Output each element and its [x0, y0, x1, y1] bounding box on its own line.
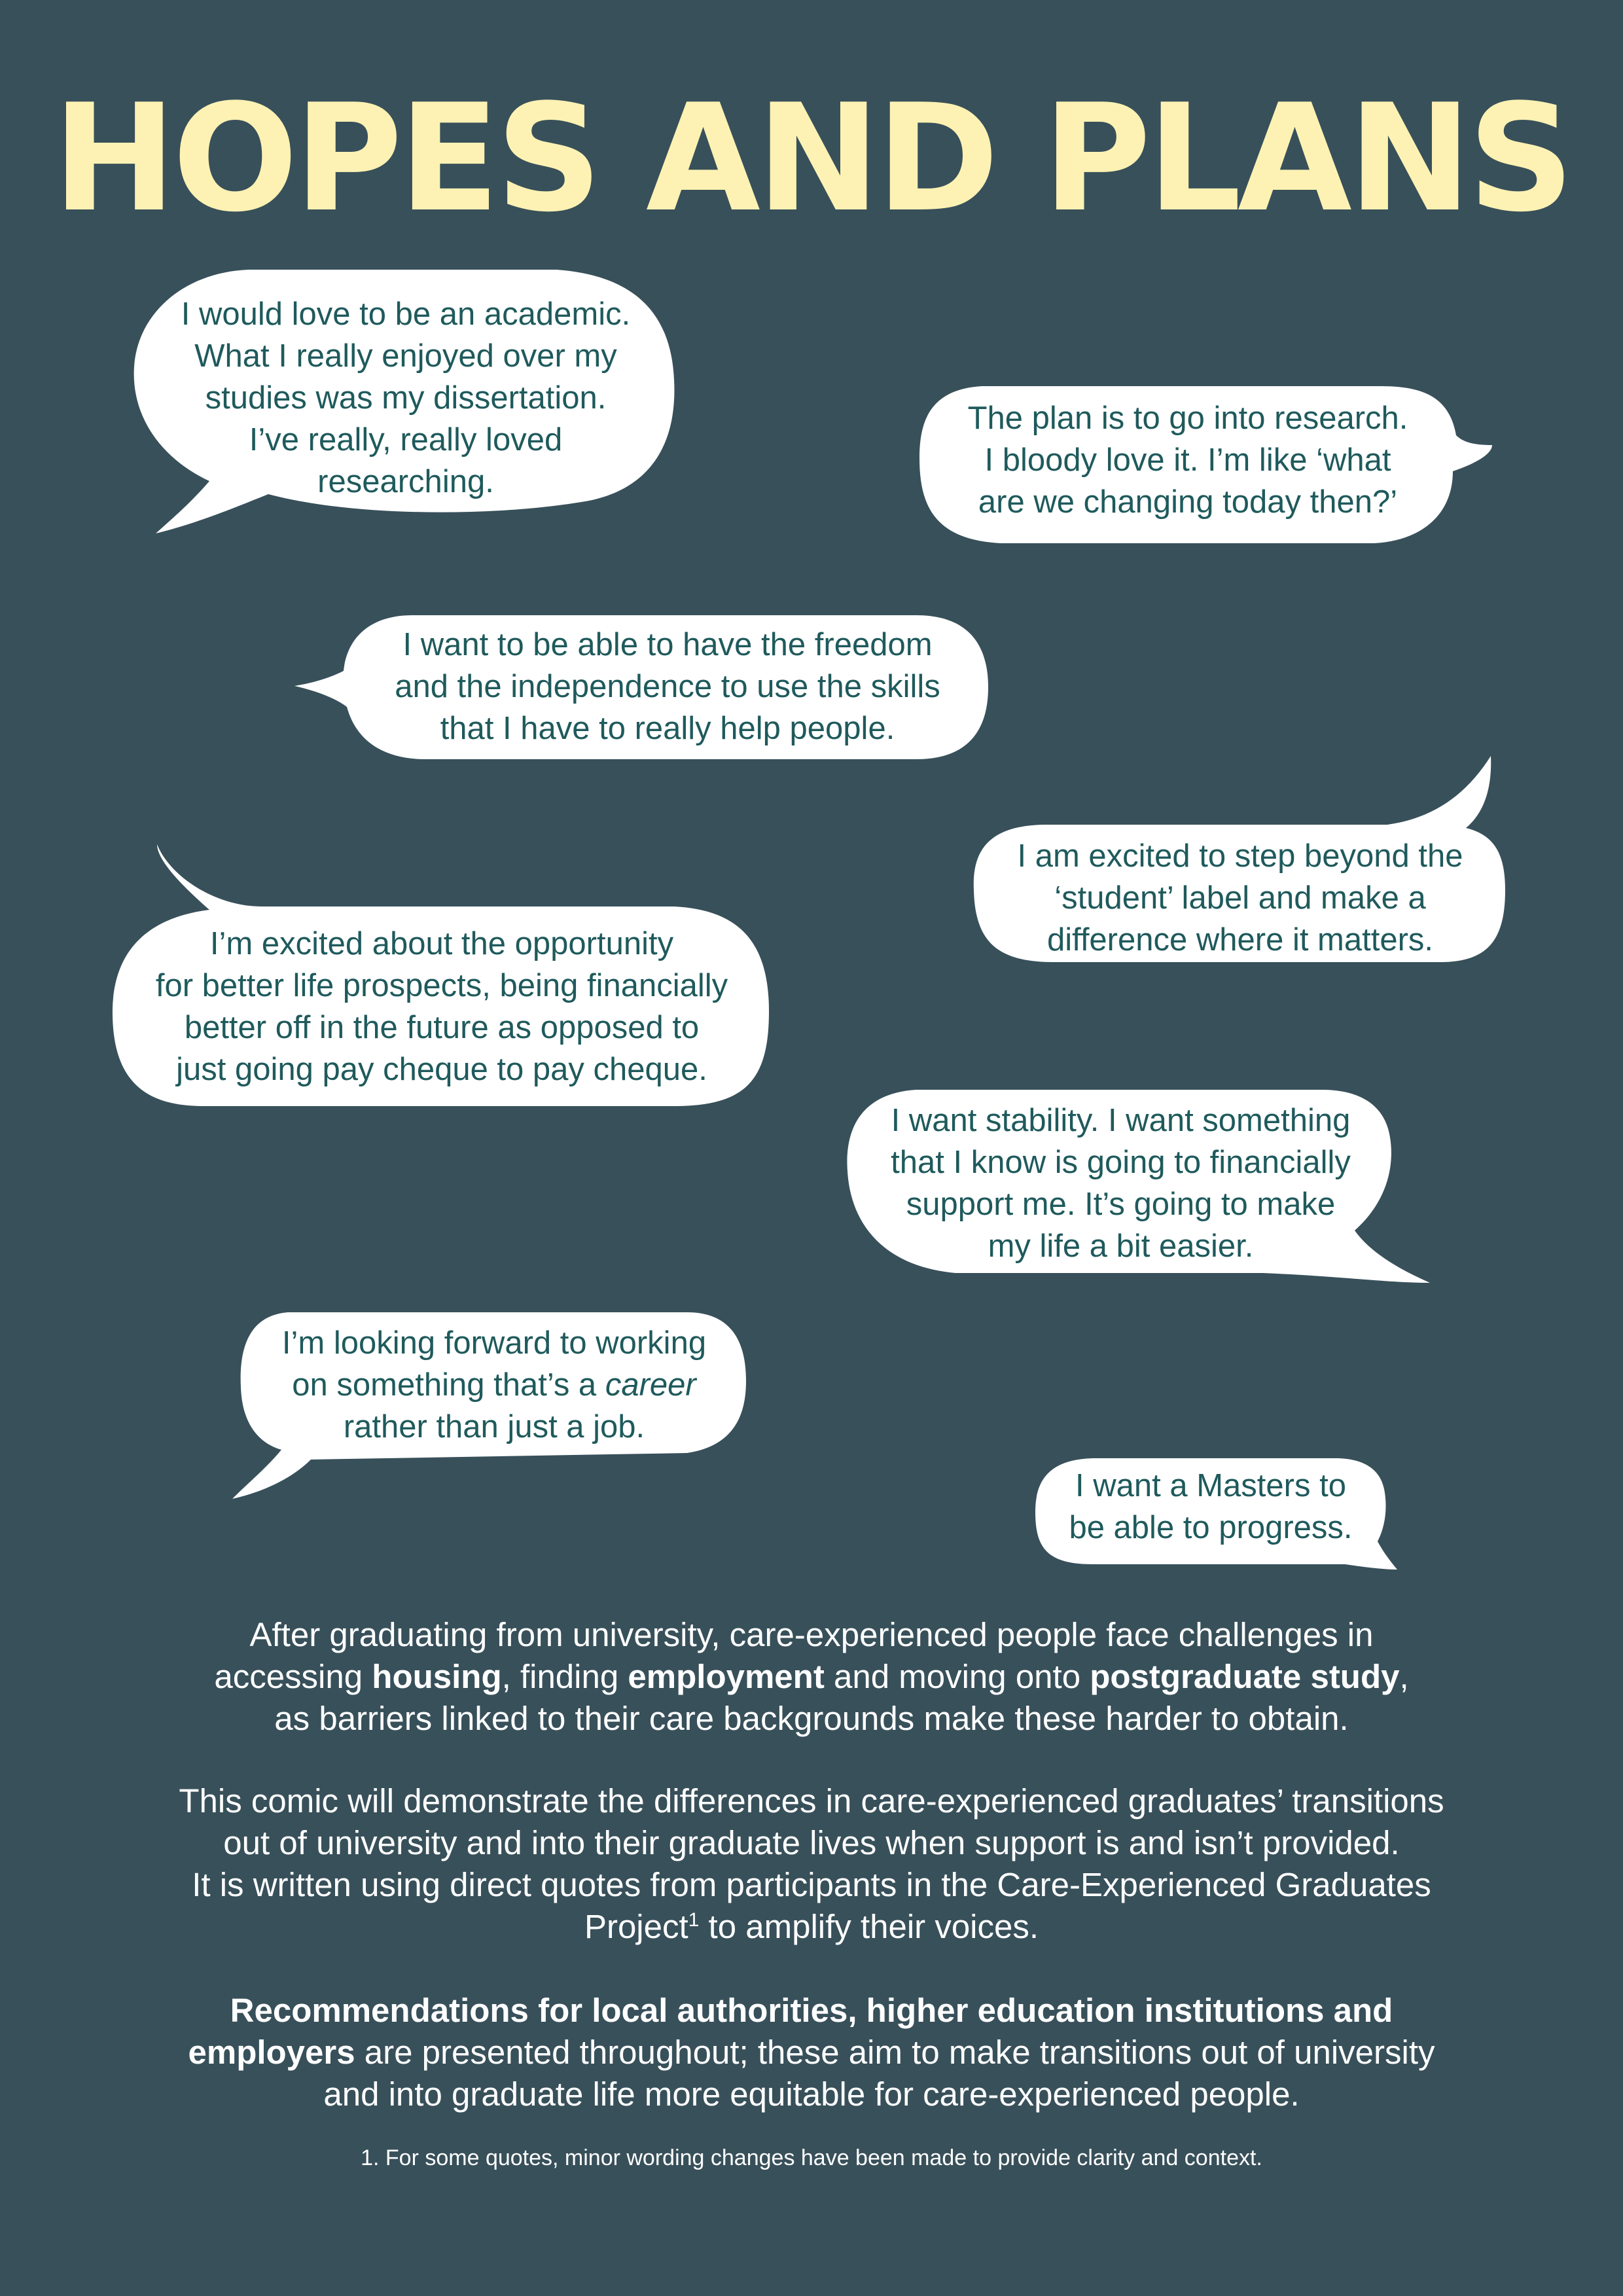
footnote-marker: 1	[688, 1909, 700, 1931]
keyword-housing: housing	[372, 1658, 502, 1695]
quote-8: I want a Masters to be able to progress.	[1069, 1468, 1353, 1545]
quote-1: I would love to be an academic. What I really enjoyed over my studies was my dissertation. I’ve really, really loved researching.	[181, 296, 631, 499]
emphasis-career: career	[605, 1367, 696, 1403]
quote-2: The plan is to go into research. I bloody love it. I’m like ‘what are we changing today then?’	[967, 401, 1408, 520]
intro-paragraph-3: Recommendations for local authorities, higher education institutions and employers are presented throughout; these aim to make transitions out of university and into graduate life more equitable for care-experienced people.	[188, 1992, 1435, 2113]
quote-6: I want stability. I want something that I know is going to financially support me. It’s going to make my life a bit easier.	[891, 1103, 1351, 1264]
quote-5: I’m excited about the opportunity for better life prospects, being financially better off in the future as opposed to just going pay cheque to pay cheque.	[155, 926, 728, 1087]
page-title: HOPES AND PLANS	[52, 73, 1571, 245]
keyword-postgraduate-study: postgraduate study	[1090, 1658, 1400, 1695]
intro-paragraph-1: After graduating from university, care-experienced people face challenges in accessing housing, finding employment and moving onto postgraduate study, as barriers linked to their care backgrounds make these harder to obtain.	[214, 1616, 1409, 1737]
footnote: 1. For some quotes, minor wording changes have been made to provide clarity and context.	[361, 2145, 1262, 2170]
quote-7: I’m looking forward to working on something that’s a career rather than just a job.	[281, 1325, 707, 1444]
quote-4: I am excited to step beyond the ‘student’ label and make a difference where it matters.	[1017, 838, 1463, 958]
quote-3: I want to be able to have the freedom and the independence to use the skills that I have to really help people.	[395, 627, 940, 746]
keyword-employment: employment	[628, 1658, 825, 1695]
intro-paragraph-2: This comic will demonstrate the differences in care-experienced graduates’ transitions out of university and into their graduate lives when support is and isn’t provided. It is written using direct quotes from participants in the Care-Experienced Graduates Project$^1$ to amplify their voices.	[179, 1782, 1444, 1945]
